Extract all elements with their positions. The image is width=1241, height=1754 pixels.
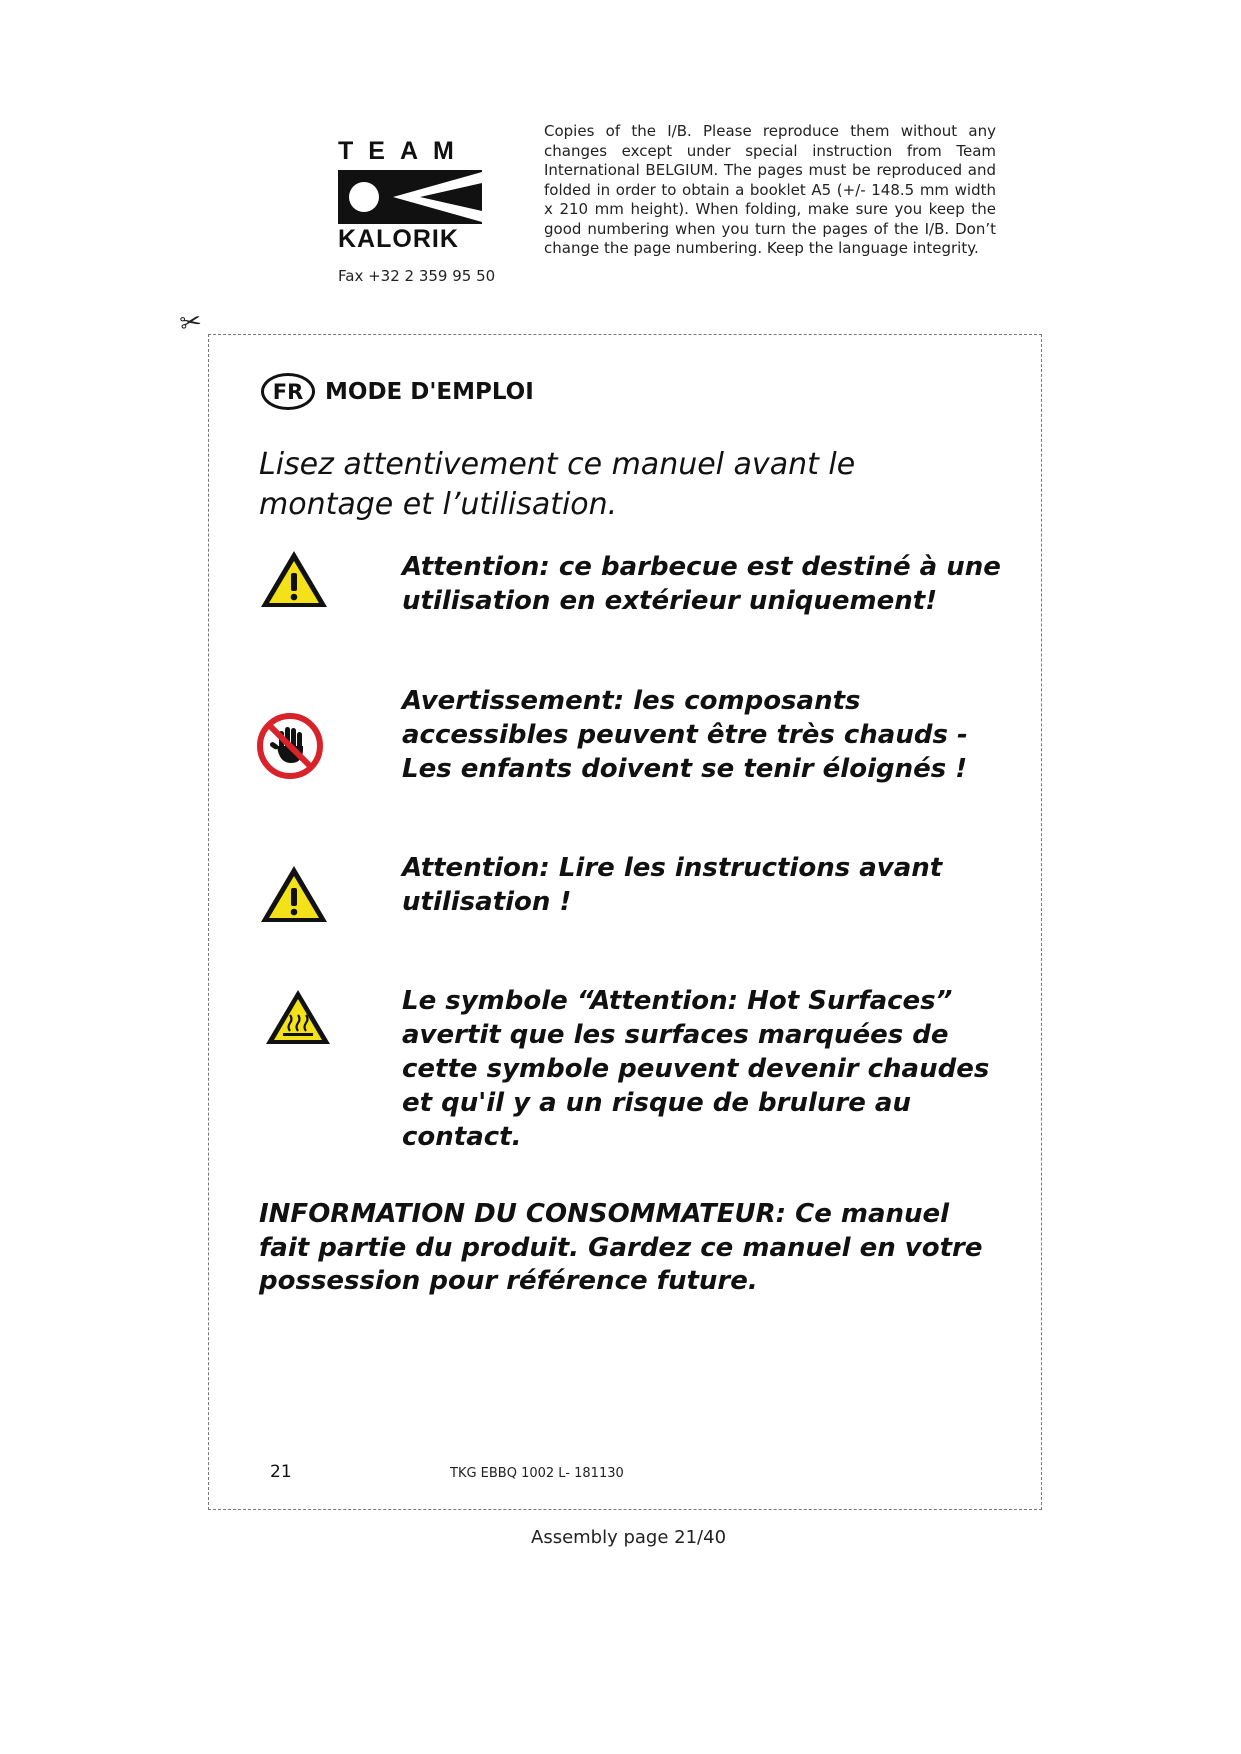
page-number: 21 xyxy=(270,1462,292,1482)
fax-number: Fax +32 2 359 95 50 xyxy=(338,267,496,285)
warning-text-outdoor: Attention: ce barbecue est destiné à une utilisation en extérieur uniquement! xyxy=(402,552,1001,616)
team-kalorik-logo xyxy=(332,138,492,252)
consumer-information: INFORMATION DU CONSOMMATEUR: Ce manuel fait partie du produit. Gardez ce manuel en votre possession pour référence future. xyxy=(259,1199,983,1296)
copies-instructions: Copies of the I/B. Please reproduce them without any changes except under special instruction from Team International BELGIUM. The pages must be reproduced and folded in order to obtain a booklet A5 (+/- 148.5 mm width x 210 mm height). When folding, make sure you keep the good numbering when you turn the pages of the I/B. Don’t change the page numbering. Keep the language integrity. xyxy=(544,122,996,257)
intro-text: Lisez attentivement ce manuel avant le montage et l’utilisation. xyxy=(259,447,856,522)
section-header xyxy=(261,373,534,410)
hot-surface-icon xyxy=(263,987,333,1047)
language-badge: FR xyxy=(261,373,315,410)
warning-text-read-instructions: Attention: Lire les instructions avant utilisation ! xyxy=(402,853,943,917)
scissors-icon: ✂ xyxy=(177,306,205,340)
warning-triangle-icon xyxy=(258,863,330,925)
logo-team-word: TEAM xyxy=(338,137,469,165)
logo-brand-word: KALORIK xyxy=(338,225,459,253)
section-title: MODE D'EMPLOI xyxy=(325,378,534,405)
warning-text-hot-components: Avertissement: les composants accessibles peuvent être très chauds - Les enfants doivent se tenir éloignés ! xyxy=(402,686,968,784)
assembly-page-label: Assembly page 21/40 xyxy=(531,1527,727,1548)
model-code: TKG EBBQ 1002 L- 181130 xyxy=(450,1466,624,1481)
warning-text-hot-surfaces: Le symbole “Attention: Hot Surfaces” avertit que les surfaces marquées de cette symbole peuvent devenir chaudes et qu'il y a un risque de brulure au contact. xyxy=(402,986,990,1152)
kalorik-k-icon xyxy=(338,170,482,224)
no-touch-hand-icon xyxy=(257,713,323,779)
warning-triangle-icon xyxy=(258,548,330,610)
